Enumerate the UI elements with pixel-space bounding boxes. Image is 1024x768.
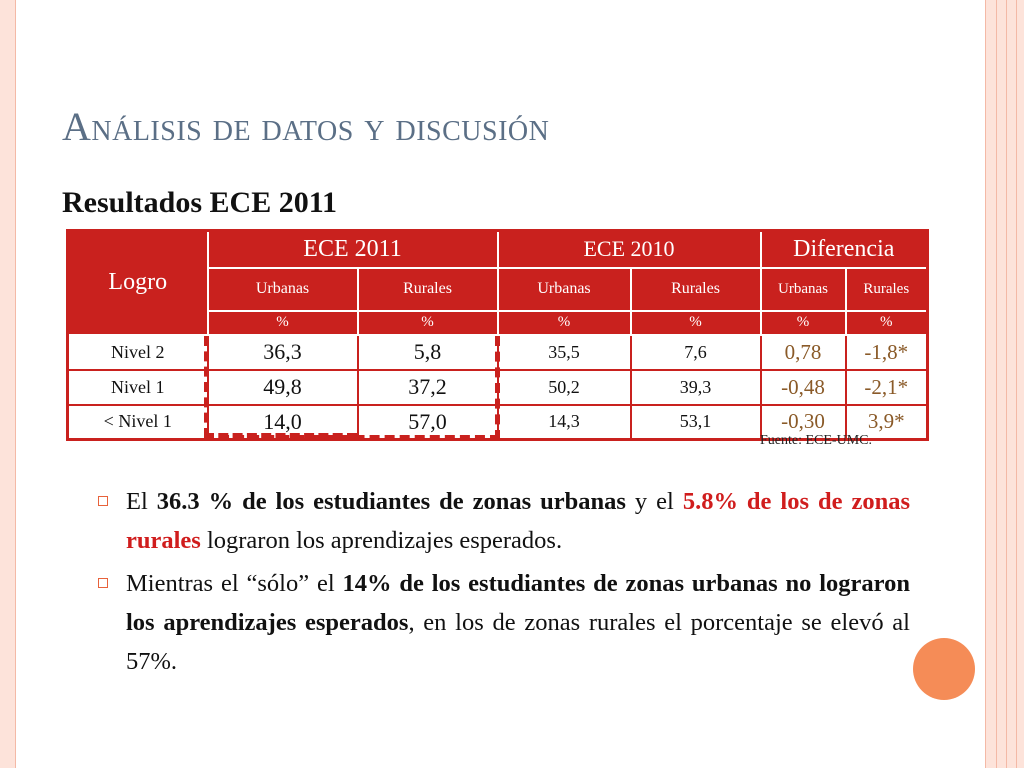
subheader-rurales-2010: Rurales [631, 268, 761, 311]
table-cell: -1,8* [846, 335, 928, 370]
bullet-list [98, 482, 910, 685]
subheader-urbanas-2010: Urbanas [498, 268, 631, 311]
subheader-urbanas-dif: Urbanas [761, 268, 846, 311]
pct-cell: % [631, 311, 761, 335]
table-cell: 49,8 [208, 370, 358, 405]
row-label: < Nivel 1 [68, 405, 208, 440]
table-cell: 39,3 [631, 370, 761, 405]
bullet-item: Mientras el “sólo” el 14% de los estudiantes de zonas urbanas no lograron los aprendizajes esperados, en los de zonas rurales el porcentaje se elevó al 57%. [98, 564, 910, 681]
table-cell: 36,3 [208, 335, 358, 370]
subheader-urbanas-2011: Urbanas [208, 268, 358, 311]
table-cell: 35,5 [498, 335, 631, 370]
bullet-item: El 36.3 % de los estudiantes de zonas urbanas y el 5.8% de los de zonas rurales lograron los aprendizajes esperados. [98, 482, 910, 560]
table-cell: 14,0 [208, 405, 358, 440]
square-bullet-icon [98, 578, 108, 588]
slide-subtitle: Resultados ECE 2011 [62, 186, 338, 219]
table-cell: -0,30 [761, 405, 846, 440]
row-label: Nivel 2 [68, 335, 208, 370]
header-diferencia: Diferencia [761, 231, 928, 268]
highlight-dashed-box-urbanas [204, 336, 357, 438]
table-cell: -0,48 [761, 370, 846, 405]
header-ece-2010: ECE 2010 [498, 231, 761, 268]
table-cell: 37,2 [358, 370, 498, 405]
table-cell: 57,0 [358, 405, 498, 440]
header-logro: Logro [68, 231, 208, 335]
slide-title: Análisis de datos y discusión [62, 104, 550, 149]
table-cell: 0,78 [761, 335, 846, 370]
pct-cell: % [846, 311, 928, 335]
header-ece-2011: ECE 2011 [208, 231, 498, 268]
table-cell: 5,8 [358, 335, 498, 370]
row-label: Nivel 1 [68, 370, 208, 405]
right-frame-border [985, 0, 1024, 768]
square-bullet-icon [98, 496, 108, 506]
table-cell: 3,9* [846, 405, 928, 440]
pct-cell: % [498, 311, 631, 335]
table-cell: 50,2 [498, 370, 631, 405]
decorative-orange-circle [913, 638, 975, 700]
left-frame-border [0, 0, 16, 768]
subheader-rurales-dif: Rurales [846, 268, 928, 311]
pct-cell: % [358, 311, 498, 335]
table-cell: 7,6 [631, 335, 761, 370]
subheader-rurales-2011: Rurales [358, 268, 498, 311]
pct-cell: % [761, 311, 846, 335]
source-note: Fuente: ECE-UMC. [760, 433, 872, 448]
pct-cell: % [208, 311, 358, 335]
table-cell: -2,1* [846, 370, 928, 405]
table-cell: 14,3 [498, 405, 631, 440]
table-cell: 53,1 [631, 405, 761, 440]
